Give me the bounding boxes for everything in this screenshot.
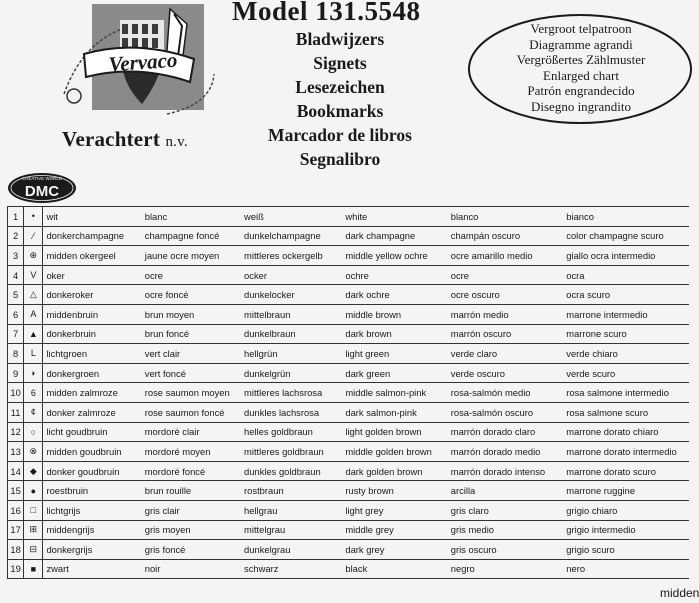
cell-es: gris medio	[448, 520, 564, 540]
table-row	[8, 481, 690, 501]
cell-es: rosa-salmón oscuro	[448, 402, 564, 422]
company-title: Verachtert	[62, 127, 161, 151]
table-row	[8, 265, 690, 285]
cell-en: light green	[342, 344, 447, 364]
cell-en: light golden brown	[342, 422, 447, 442]
stitch-symbol-icon: ⁄	[24, 226, 43, 246]
table-row	[8, 363, 690, 383]
cell-fr: vert foncé	[142, 363, 241, 383]
cell-de: helles goldbraun	[241, 422, 342, 442]
dmc-logo	[4, 166, 80, 206]
cell-fr: brun rouille	[142, 481, 241, 501]
cell-it: marrone intermedio	[563, 304, 689, 324]
cell-en: rusty brown	[342, 481, 447, 501]
cell-it: marrone dorato scuro	[563, 461, 689, 481]
cell-en: dark grey	[342, 540, 447, 560]
stitch-symbol-icon: ⊕	[24, 246, 43, 266]
table-row	[8, 285, 690, 305]
cell-no: 12	[8, 422, 24, 442]
cell-fr: rose saumon foncé	[142, 402, 241, 422]
cell-no: 17	[8, 520, 24, 540]
title-de: Lesezeichen	[295, 77, 385, 97]
stitch-symbol-icon: ●	[24, 481, 43, 501]
table-row	[8, 461, 690, 481]
title-es: Marcador de libros	[268, 125, 412, 145]
table-row	[8, 207, 690, 227]
stitch-symbol-icon: □	[24, 500, 43, 520]
stitch-symbol-icon: ▲	[24, 324, 43, 344]
cell-es: ocre	[448, 265, 564, 285]
chart-note-en: Enlarged chart	[543, 67, 619, 83]
cell-fr: ocre foncé	[142, 285, 241, 305]
table-row	[8, 344, 690, 364]
stitch-symbol-icon: A	[24, 304, 43, 324]
cell-it: rosa salmone scuro	[563, 402, 689, 422]
cell-fr: blanc	[142, 207, 241, 227]
table-row	[8, 559, 690, 579]
cell-nl: roestbruin	[43, 481, 142, 501]
cell-de: dunkles lachsrosa	[241, 402, 342, 422]
cell-en: dark brown	[342, 324, 447, 344]
cell-es: verde oscuro	[448, 363, 564, 383]
cell-fr: mordoré clair	[142, 422, 241, 442]
table-row	[8, 442, 690, 462]
cell-nl: middengrijs	[43, 520, 142, 540]
stitch-symbol-icon: ◆	[24, 461, 43, 481]
stitch-symbol-icon: ⊗	[24, 442, 43, 462]
dmc-top-text: CREATIVE WORLD	[21, 176, 63, 181]
cell-it: verde chiaro	[563, 344, 689, 364]
cell-it: marrone dorato intermedio	[563, 442, 689, 462]
cell-en: middle grey	[342, 520, 447, 540]
cell-de: dunkelgrün	[241, 363, 342, 383]
cell-no: 19	[8, 559, 24, 579]
cell-it: marrone scuro	[563, 324, 689, 344]
cell-it: color champagne scuro	[563, 226, 689, 246]
cell-de: mittleres ockergelb	[241, 246, 342, 266]
cell-no: 13	[8, 442, 24, 462]
cell-en: dark champagne	[342, 226, 447, 246]
table-row	[8, 246, 690, 266]
cell-nl: wit	[43, 207, 142, 227]
cell-de: dunkelchampagne	[241, 226, 342, 246]
cell-es: negro	[448, 559, 564, 579]
stitch-symbol-icon: ⊞	[24, 520, 43, 540]
cell-nl: lichtgroen	[43, 344, 142, 364]
title-it: Segnalibro	[299, 149, 381, 169]
cell-nl: donkergroen	[43, 363, 142, 383]
cell-nl: donkergrijs	[43, 540, 142, 560]
cell-es: champán oscuro	[448, 226, 564, 246]
chart-note-es: Patrón engrandecido	[527, 83, 635, 99]
cell-no: 2	[8, 226, 24, 246]
company-name	[62, 127, 188, 152]
cell-it: nero	[563, 559, 689, 579]
logo-text: Vervaco	[107, 47, 179, 77]
cell-en: dark salmon-pink	[342, 402, 447, 422]
cell-fr: noir	[142, 559, 241, 579]
cell-no: 1	[8, 207, 24, 227]
table-row	[8, 383, 690, 403]
cell-en: middle brown	[342, 304, 447, 324]
cell-no: 10	[8, 383, 24, 403]
stitch-symbol-icon: ■	[24, 559, 43, 579]
cell-no: 3	[8, 246, 24, 266]
cell-es: ocre oscuro	[448, 285, 564, 305]
stitch-symbol-icon: ○	[24, 422, 43, 442]
cell-no: 16	[8, 500, 24, 520]
cell-it: marrone ruggine	[563, 481, 689, 501]
table-row	[8, 540, 690, 560]
table-row	[8, 402, 690, 422]
cell-nl: middenbruin	[43, 304, 142, 324]
cell-fr: champagne foncé	[142, 226, 241, 246]
cell-nl: midden okergeel	[43, 246, 142, 266]
cell-it: verde scuro	[563, 363, 689, 383]
enlarged-chart-note	[470, 21, 692, 115]
cell-es: ocre amarillo medio	[448, 246, 564, 266]
title-en: Bookmarks	[296, 101, 384, 121]
cell-nl: oker	[43, 265, 142, 285]
table-row	[8, 500, 690, 520]
cell-nl: donker goudbruin	[43, 461, 142, 481]
cell-de: schwarz	[241, 559, 342, 579]
table-row	[8, 304, 690, 324]
cell-nl: midden zalmroze	[43, 383, 142, 403]
cell-it: bianco	[563, 207, 689, 227]
cell-no: 7	[8, 324, 24, 344]
cell-nl: midden goudbruin	[43, 442, 142, 462]
cell-no: 6	[8, 304, 24, 324]
cell-no: 14	[8, 461, 24, 481]
cell-fr: brun moyen	[142, 304, 241, 324]
title-nl: Bladwijzers	[295, 29, 385, 49]
table-row	[8, 324, 690, 344]
stitch-symbol-icon: V	[24, 265, 43, 285]
cell-nl: donkerchampagne	[43, 226, 142, 246]
cell-no: 18	[8, 540, 24, 560]
cell-it: grigio scuro	[563, 540, 689, 560]
cell-es: marrón dorado intenso	[448, 461, 564, 481]
cell-de: hellgrün	[241, 344, 342, 364]
cell-en: middle yellow ochre	[342, 246, 447, 266]
cell-it: grigio chiaro	[563, 500, 689, 520]
chart-note-it: Disegno ingrandito	[530, 98, 631, 114]
cell-fr: gris clair	[142, 500, 241, 520]
cell-nl: donkeroker	[43, 285, 142, 305]
stitch-symbol-icon: L	[24, 344, 43, 364]
cell-en: ochre	[342, 265, 447, 285]
cell-de: weiß	[241, 207, 342, 227]
table-row	[8, 520, 690, 540]
cell-de: dunkelbraun	[241, 324, 342, 344]
stitch-symbol-icon: ¢	[24, 402, 43, 422]
cell-fr: jaune ocre moyen	[142, 246, 241, 266]
cell-it: giallo ocra intermedio	[563, 246, 689, 266]
cell-es: verde claro	[448, 344, 564, 364]
cell-no: 4	[8, 265, 24, 285]
cell-de: mittelgrau	[241, 520, 342, 540]
cell-de: mittleres lachsrosa	[241, 383, 342, 403]
footer-text: midden	[660, 586, 699, 600]
cell-nl: lichtgrijs	[43, 500, 142, 520]
cell-es: marrón dorado claro	[448, 422, 564, 442]
cell-nl: zwart	[43, 559, 142, 579]
cell-en: middle salmon-pink	[342, 383, 447, 403]
cell-it: ocra	[563, 265, 689, 285]
cell-en: dark ochre	[342, 285, 447, 305]
cell-fr: vert clair	[142, 344, 241, 364]
chart-note-fr: Diagramme agrandi	[529, 36, 633, 52]
company-suffix: n.v.	[165, 134, 188, 150]
cell-es: arcilla	[448, 481, 564, 501]
stitch-symbol-icon: △	[24, 285, 43, 305]
cell-no: 5	[8, 285, 24, 305]
cell-en: light grey	[342, 500, 447, 520]
cell-fr: ocre	[142, 265, 241, 285]
chart-note-nl: Vergroot telpatroon	[530, 21, 632, 36]
cell-it: rosa salmone intermedio	[563, 383, 689, 403]
cell-no: 11	[8, 402, 24, 422]
cell-fr: mordoré foncé	[142, 461, 241, 481]
cell-es: gris claro	[448, 500, 564, 520]
cell-de: rostbraun	[241, 481, 342, 501]
stitch-symbol-icon: ◗	[24, 363, 43, 383]
cell-es: gris oscuro	[448, 540, 564, 560]
cell-de: ocker	[241, 265, 342, 285]
cell-en: dark green	[342, 363, 447, 383]
cell-de: mittelbraun	[241, 304, 342, 324]
cell-nl: donker zalmroze	[43, 402, 142, 422]
cell-nl: licht goudbruin	[43, 422, 142, 442]
stitch-symbol-icon: 6	[24, 383, 43, 403]
cell-de: dunkelocker	[241, 285, 342, 305]
stitch-symbol-icon: ⊟	[24, 540, 43, 560]
product-titles	[250, 27, 430, 171]
cell-de: dunkelgrau	[241, 540, 342, 560]
cell-es: blanco	[448, 207, 564, 227]
cell-es: marrón oscuro	[448, 324, 564, 344]
model-number: Model 131.5548	[232, 0, 421, 26]
cell-en: dark golden brown	[342, 461, 447, 481]
cell-it: ocra scuro	[563, 285, 689, 305]
dmc-text: DMC	[24, 183, 60, 200]
cell-de: hellgrau	[241, 500, 342, 520]
chart-note-de: Vergrößertes Zählmuster	[516, 52, 646, 68]
cell-en: white	[342, 207, 447, 227]
cell-fr: gris foncé	[142, 540, 241, 560]
cell-es: rosa-salmón medio	[448, 383, 564, 403]
cell-fr: gris moyen	[142, 520, 241, 540]
cell-fr: brun foncé	[142, 324, 241, 344]
cell-no: 9	[8, 363, 24, 383]
cell-it: marrone dorato chiaro	[563, 422, 689, 442]
cell-nl: donkerbruin	[43, 324, 142, 344]
table-row	[8, 422, 690, 442]
cell-es: marrón dorado medio	[448, 442, 564, 462]
cell-de: dunkles goldbraun	[241, 461, 342, 481]
cell-no: 8	[8, 344, 24, 364]
cell-fr: rose saumon moyen	[142, 383, 241, 403]
title-fr: Signets	[313, 53, 367, 73]
cell-it: grigio intermedio	[563, 520, 689, 540]
cell-fr: mordoré moyen	[142, 442, 241, 462]
cell-es: marrón medio	[448, 304, 564, 324]
cell-de: mittleres goldbraun	[241, 442, 342, 462]
cell-en: black	[342, 559, 447, 579]
table-row	[8, 226, 690, 246]
cell-en: middle golden brown	[342, 442, 447, 462]
color-table	[7, 206, 689, 579]
stitch-symbol-icon: •	[24, 207, 43, 227]
cell-no: 15	[8, 481, 24, 501]
